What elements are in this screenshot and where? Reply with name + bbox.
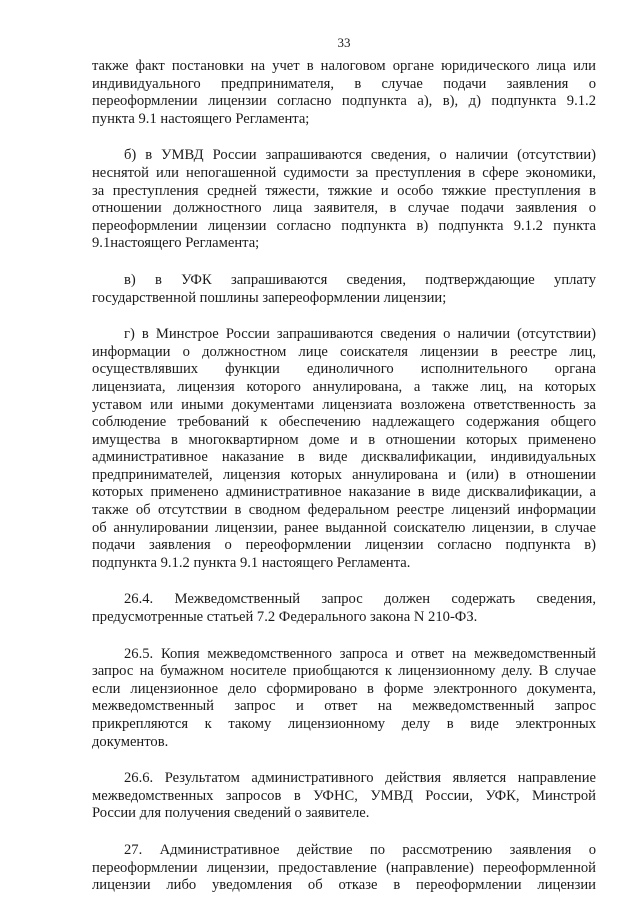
text-line: документов.: [92, 733, 169, 750]
text-line: отношении должностного лица заявителя, в случае подачи заявления о: [92, 200, 596, 217]
text-line: 26.5. Копия межведомственного запроса и ответ на межведомственный: [124, 645, 596, 662]
text-line: осуществлявших функции единоличного исполнительного органа: [92, 361, 596, 378]
text-line: пункта 9.1 настоящего Регламента;: [92, 110, 310, 127]
text-line: об аннулировании лицензии, ранее выданной соискателю лицензии, в случае: [92, 519, 596, 536]
text-line: подачи заявления о переоформлении лицензии согласно подпункта в): [92, 537, 596, 554]
paragraph-p-26-6: [92, 770, 596, 823]
text-line: переоформлении лицензии согласно подпункта в) подпункта 9.1.2 пункта: [92, 217, 596, 234]
text-line: прикрепляются к такому лицензионному делу в виде электронных: [92, 716, 596, 732]
paragraph-p-26-5: [92, 646, 596, 752]
text-line: г) в Минстрое России запрашиваются сведения о наличии (отсутствии): [124, 326, 596, 343]
text-line: также об отсутствии в сводном федеральном реестре лицензий информации: [92, 502, 596, 519]
text-line: 26.6. Результатом административного действия является направление: [124, 770, 596, 787]
text-line: запрос на бумажном носителе приобщаются к лицензионному делу. В случае: [92, 663, 596, 680]
text-line: информации о должностном лице соискателя лицензии в реестре лиц,: [92, 343, 596, 360]
text-line: подпункта 9.1.2 пункта 9.1 настоящего Регламента.: [92, 554, 411, 571]
paragraph-p-ufk: [92, 272, 596, 307]
text-line: переоформлении лицензии, предоставление (направление) переоформленной: [92, 859, 596, 876]
text-line: предусмотренные статьей 7.2 Федерального закона N 210-ФЗ.: [92, 609, 478, 626]
text-line: 27. Административное действие по рассмотрению заявления о: [124, 841, 596, 858]
text-line: межведомственных запросов в УФНС, УМВД России, УФК, Минстрой: [92, 787, 596, 804]
text-line: 9.1настоящего Регламента;: [92, 235, 260, 252]
document-page: [92, 34, 596, 895]
text-line: переоформлении лицензии согласно подпункта а), в), д) подпункта 9.1.2: [92, 93, 596, 110]
text-line: административное наказание в виде дисквалификации, индивидуальных: [92, 449, 596, 466]
paragraph-p-27: [92, 842, 596, 895]
paragraph-p-minstroy: [92, 326, 596, 572]
text-line: лицензии либо уведомления об отказе в переоформлении лицензии: [92, 877, 596, 894]
paragraph-p-tax-continuation: [92, 58, 596, 128]
text-line: за преступления средней тяжести, тяжкие и особо тяжкие преступления в: [92, 182, 596, 199]
text-line: соблюдение требований к обеспечению надлежащего содержания общего: [92, 414, 596, 431]
document-body: [92, 58, 596, 895]
paragraph-p-umvd: [92, 147, 596, 253]
text-line: в) в УФК запрашиваются сведения, подтверждающие уплату: [124, 271, 596, 288]
page-number: 33: [337, 35, 351, 50]
text-line: неснятой или непогашенной судимости за преступления в сфере экономики,: [92, 164, 596, 181]
text-line: России для получения сведений о заявителе.: [92, 805, 370, 822]
paragraph-p-26-4: [92, 591, 596, 626]
text-line: имущества в многоквартирном доме и в отношении которых применено: [92, 431, 596, 448]
text-line: если лицензионное дело сформировано в форме электронного документа,: [92, 680, 596, 697]
text-line: б) в УМВД России запрашиваются сведения, о наличии (отсутствии): [124, 147, 596, 164]
text-line: также факт постановки на учет в налоговом органе юридического лица или: [92, 58, 596, 74]
text-line: уставом или иными документами лицензиата возложена ответственность за: [92, 396, 596, 413]
text-line: государственной пошлины запереоформлении лицензии;: [92, 289, 447, 306]
text-line: предпринимателей, лицензия которых аннулирована и (или) в отношении: [92, 466, 596, 483]
text-line: межведомственный запрос и ответ на межведомственный запрос: [92, 698, 596, 715]
text-line: которых применено административное наказание в виде дисквалификации, а: [92, 484, 596, 501]
text-line: лицензиата, лицензия которого аннулирована, а также лиц, на которых: [92, 378, 596, 395]
text-line: индивидуального предпринимателя, в случае подачи заявления о: [92, 75, 596, 92]
text-line: 26.4. Межведомственный запрос должен содержать сведения,: [124, 591, 596, 608]
